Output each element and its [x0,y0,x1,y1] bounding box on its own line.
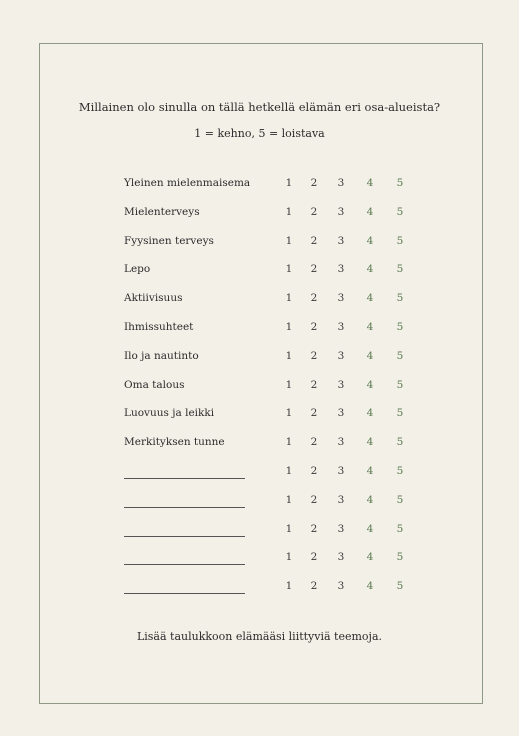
area-label: Ihmissuhteet [124,320,194,333]
rating-option-3[interactable]: 3 [337,580,345,593]
rating-option-5[interactable]: 5 [396,407,404,420]
rating-option-2[interactable]: 2 [310,234,318,247]
rating-option-2[interactable]: 2 [310,378,318,391]
area-label: Merkityksen tunne [124,436,225,449]
area-label: Fyysinen terveys [124,234,214,247]
rating-option-4[interactable]: 4 [366,234,374,247]
rating-option-3[interactable]: 3 [337,436,345,449]
rating-option-5[interactable]: 5 [396,320,404,333]
rating-option-3[interactable]: 3 [337,263,345,276]
table-row [0,343,519,372]
rating-option-4[interactable]: 4 [366,205,374,218]
rating-option-2[interactable]: 2 [310,493,318,506]
rating-option-1[interactable]: 1 [285,493,293,506]
rating-option-1[interactable]: 1 [285,580,293,593]
rating-option-4[interactable]: 4 [366,436,374,449]
blank-write-line[interactable] [124,478,245,479]
rating-option-1[interactable]: 1 [285,407,293,420]
table-row [0,372,519,401]
rating-option-1[interactable]: 1 [285,292,293,305]
table-row [0,199,519,228]
rating-option-1[interactable]: 1 [285,436,293,449]
rating-option-2[interactable]: 2 [310,349,318,362]
footer-note: Lisää taulukkoon elämääsi liittyviä teemoja. [136,630,383,643]
rating-option-5[interactable]: 5 [396,551,404,564]
rating-option-5[interactable]: 5 [396,436,404,449]
rating-option-3[interactable]: 3 [337,407,345,420]
table-row [0,544,519,573]
rating-table [0,170,519,602]
table-row [0,573,519,602]
rating-option-3[interactable]: 3 [337,234,345,247]
rating-option-3[interactable]: 3 [337,349,345,362]
rating-option-1[interactable]: 1 [285,320,293,333]
rating-option-4[interactable]: 4 [366,407,374,420]
blank-write-line[interactable] [124,507,245,508]
rating-option-5[interactable]: 5 [396,177,404,189]
rating-option-2[interactable]: 2 [310,205,318,218]
page-title: Millainen olo sinulla on tällä hetkellä elämän eri osa-alueista? [78,100,441,114]
rating-option-1[interactable]: 1 [285,349,293,362]
rating-option-1[interactable]: 1 [285,234,293,247]
rating-option-5[interactable]: 5 [396,205,404,218]
rating-option-5[interactable]: 5 [396,263,404,276]
rating-option-2[interactable]: 2 [310,177,318,189]
area-label: Mielenterveys [124,205,200,218]
rating-option-3[interactable]: 3 [337,378,345,391]
rating-option-2[interactable]: 2 [310,580,318,593]
table-row [0,429,519,458]
rating-option-1[interactable]: 1 [285,522,293,535]
rating-option-4[interactable]: 4 [366,580,374,593]
rating-option-3[interactable]: 3 [337,320,345,333]
rating-option-2[interactable]: 2 [310,551,318,564]
table-row [0,516,519,545]
blank-write-line[interactable] [124,593,245,594]
area-label: Yleinen mielenmaisema [124,177,251,189]
rating-option-1[interactable]: 1 [285,378,293,391]
rating-option-4[interactable]: 4 [366,378,374,391]
table-row [0,170,519,199]
rating-option-3[interactable]: 3 [337,551,345,564]
scale-note: 1 = kehno, 5 = loistava [194,127,325,140]
rating-option-1[interactable]: 1 [285,177,293,189]
rating-option-5[interactable]: 5 [396,349,404,362]
blank-write-line[interactable] [124,536,245,537]
rating-option-2[interactable]: 2 [310,407,318,420]
rating-option-2[interactable]: 2 [310,292,318,305]
rating-option-2[interactable]: 2 [310,436,318,449]
area-label: Ilo ja nautinto [124,349,199,362]
table-row [0,487,519,516]
rating-option-5[interactable]: 5 [396,580,404,593]
rating-option-1[interactable]: 1 [285,464,293,477]
rating-option-4[interactable]: 4 [366,493,374,506]
rating-option-3[interactable]: 3 [337,292,345,305]
rating-option-5[interactable]: 5 [396,493,404,506]
rating-option-3[interactable]: 3 [337,177,345,189]
rating-option-4[interactable]: 4 [366,263,374,276]
rating-option-2[interactable]: 2 [310,320,318,333]
blank-write-line[interactable] [124,564,245,565]
rating-option-5[interactable]: 5 [396,464,404,477]
rating-option-4[interactable]: 4 [366,292,374,305]
rating-option-2[interactable]: 2 [310,464,318,477]
rating-option-1[interactable]: 1 [285,263,293,276]
area-label: Lepo [124,263,151,276]
rating-option-2[interactable]: 2 [310,263,318,276]
rating-option-4[interactable]: 4 [366,349,374,362]
rating-option-3[interactable]: 3 [337,522,345,535]
area-label: Luovuus ja leikki [124,407,215,420]
rating-option-1[interactable]: 1 [285,551,293,564]
rating-option-5[interactable]: 5 [396,234,404,247]
rating-option-4[interactable]: 4 [366,177,374,189]
table-row [0,228,519,257]
rating-option-2[interactable]: 2 [310,522,318,535]
rating-option-5[interactable]: 5 [396,522,404,535]
area-label: Aktiivisuus [124,292,183,305]
table-row [0,458,519,487]
rating-option-4[interactable]: 4 [366,551,374,564]
rating-option-4[interactable]: 4 [366,522,374,535]
table-row [0,400,519,429]
rating-option-3[interactable]: 3 [337,464,345,477]
rating-option-5[interactable]: 5 [396,378,404,391]
rating-option-4[interactable]: 4 [366,320,374,333]
rating-option-3[interactable]: 3 [337,493,345,506]
rating-option-1[interactable]: 1 [285,205,293,218]
area-label: Oma talous [124,378,185,391]
table-row [0,256,519,285]
table-row [0,314,519,343]
table-row [0,285,519,314]
rating-option-4[interactable]: 4 [366,464,374,477]
rating-option-3[interactable]: 3 [337,205,345,218]
rating-option-5[interactable]: 5 [396,292,404,305]
